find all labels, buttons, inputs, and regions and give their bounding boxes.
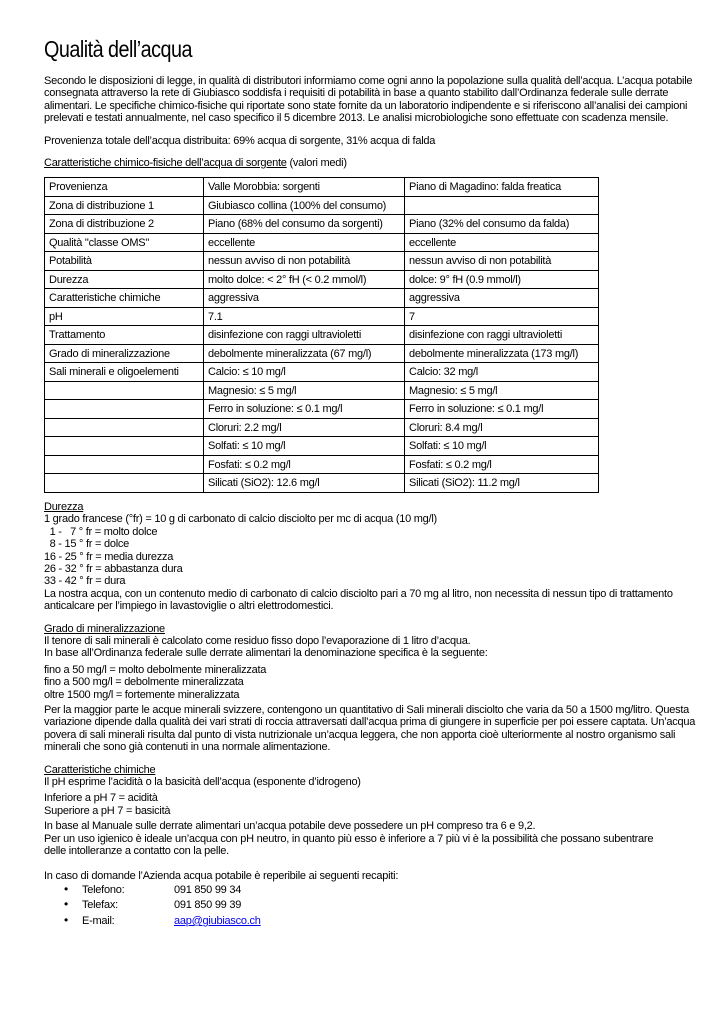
chimiche-heading: Caratteristiche chimiche bbox=[44, 763, 156, 776]
ph-scale bbox=[44, 792, 704, 817]
chimiche-note-1: In base al Manuale sulle derrate alimentari un’acqua potabile deve possedere un pH compreso tra 6 e 9,2. bbox=[44, 820, 536, 833]
table-cell: Piano (68% del consumo da sorgenti) bbox=[204, 215, 405, 234]
table-cell: Magnesio: ≤ 5 mg/l bbox=[204, 381, 405, 400]
table-cell: Cloruri: 2.2 mg/l bbox=[204, 418, 405, 437]
durezza-heading: Durezza bbox=[44, 500, 84, 513]
table-cell: Calcio: ≤ 10 mg/l bbox=[204, 363, 405, 382]
table-row bbox=[45, 418, 599, 437]
chimiche-note-3: delle intolleranze a contatto con la pelle. bbox=[44, 845, 229, 858]
intro-paragraph bbox=[44, 75, 704, 169]
table-cell: molto dolce: < 2° fH (< 0.2 mmol/l) bbox=[204, 270, 405, 289]
contact-email bbox=[64, 915, 704, 931]
durezza-note: La nostra acqua, con un contenuto medio di carbonato di calcio disciolto pari a 70 mg al litro, non necessita di nessun tipo di trattamento anticalcare per l’impiego in lavastoviglie o altri elettrodomestici. bbox=[44, 587, 673, 613]
table-cell: nessun avviso di non potabilità bbox=[405, 252, 599, 271]
table-heading bbox=[44, 157, 704, 169]
list-item: Inferiore a pH 7 = acidità bbox=[44, 792, 158, 805]
table-row bbox=[45, 252, 599, 271]
contact-phone bbox=[64, 884, 704, 900]
table-cell: Zona di distribuzione 1 bbox=[45, 196, 204, 215]
table-cell bbox=[45, 400, 204, 419]
table-row bbox=[45, 307, 599, 326]
table-cell bbox=[45, 437, 204, 456]
table-row bbox=[45, 326, 599, 345]
list-item: fino a 50 mg/l = molto debolmente mineralizzata bbox=[44, 663, 267, 676]
table-row bbox=[45, 437, 599, 456]
table-cell: Ferro in soluzione: ≤ 0.1 mg/l bbox=[204, 400, 405, 419]
table-cell: Sali minerali e oligoelementi bbox=[45, 363, 204, 382]
contatti-section bbox=[44, 870, 704, 931]
table-cell: Provenienza bbox=[45, 178, 204, 197]
durezza-section bbox=[44, 501, 704, 613]
table-row bbox=[45, 233, 599, 252]
table-row bbox=[45, 455, 599, 474]
list-item: 26 - 32 ° fr = abbastanza dura bbox=[44, 562, 183, 575]
list-item: oltre 1500 mg/l = fortemente mineralizzata bbox=[44, 688, 240, 701]
mineralizzazione-scale bbox=[44, 664, 704, 701]
table-cell: Fosfati: ≤ 0.2 mg/l bbox=[204, 455, 405, 474]
table-cell bbox=[45, 455, 204, 474]
table-row bbox=[45, 400, 599, 419]
table-cell: Valle Morobbia: sorgenti bbox=[204, 178, 405, 197]
intro-text: Secondo le disposizioni di legge, in qualità di distributori informiamo come ogni anno la popolazione sulla qualità dell’acqua. L’acqua potabile consegnata attraverso la rete di Giubiasco soddisfa i requisiti di potabilità in base a quanto stabilito dall’Ordinanza federale sulle derrate alimentari. Le specifiche chimico-fisiche qui riportate sono state fornite da un laboratorio indipendente e si riferiscono all’analisi dei campioni prelevati e testati annualmente, nel caso specifico il 5 dicembre 2013. Le analisi microbiologiche sono effettuate con scadenza mensile. bbox=[44, 75, 693, 125]
table-cell: aggressiva bbox=[405, 289, 599, 308]
contact-email-label: E-mail: bbox=[82, 914, 115, 927]
table-cell: dolce: 9° fH (0.9 mmol/l) bbox=[405, 270, 599, 289]
durezza-scale bbox=[44, 526, 704, 588]
mineralizzazione-heading: Grado di mineralizzazione bbox=[44, 622, 165, 635]
contact-fax bbox=[64, 899, 704, 915]
table-cell: eccellente bbox=[405, 233, 599, 252]
table-cell: 7 bbox=[405, 307, 599, 326]
table-cell: nessun avviso di non potabilità bbox=[204, 252, 405, 271]
list-item: Superiore a pH 7 = basicità bbox=[44, 804, 171, 817]
contatti-intro: In caso di domande l’Azienda acqua potabile è reperibile ai seguenti recapiti: bbox=[44, 869, 399, 882]
table-cell: Calcio: 32 mg/l bbox=[405, 363, 599, 382]
table-row bbox=[45, 178, 599, 197]
table-cell: disinfezione con raggi ultravioletti bbox=[204, 326, 405, 345]
table-cell: Qualità "classe OMS" bbox=[45, 233, 204, 252]
table-row bbox=[45, 270, 599, 289]
list-item: 33 - 42 ° fr = dura bbox=[44, 575, 126, 588]
list-item: 8 - 15 ° fr = dolce bbox=[44, 538, 130, 551]
table-heading-title: Caratteristiche chimico-fisiche dell’acqua di sorgente bbox=[44, 157, 287, 170]
table-cell: Magnesio: ≤ 5 mg/l bbox=[405, 381, 599, 400]
table-row bbox=[45, 215, 599, 234]
list-item: 16 - 25 ° fr = media durezza bbox=[44, 550, 174, 563]
table-cell: Piano (32% del consumo da falda) bbox=[405, 215, 599, 234]
table-heading-suffix: (valori medi) bbox=[286, 157, 347, 170]
table-cell: Durezza bbox=[45, 270, 204, 289]
contact-fax-value: 091 850 99 39 bbox=[174, 899, 242, 912]
email-link[interactable]: aap@giubiasco.ch bbox=[174, 914, 261, 927]
table-row bbox=[45, 196, 599, 215]
contact-phone-value: 091 850 99 34 bbox=[174, 883, 242, 896]
page-title: Qualità dell’acqua bbox=[44, 36, 192, 62]
contact-list bbox=[44, 884, 704, 931]
mineralizzazione-line-1: Il tenore di sali minerali è calcolato come residuo fisso dopo l’evaporazione di 1 litro d’acqua. bbox=[44, 635, 471, 647]
chemical-table bbox=[44, 177, 599, 493]
mineralizzazione-note: Per la maggior parte le acque minerali svizzere, contengono un quantitativo di Sali minerali disciolto che varia da 50 a 1500 mg/litro. Questa variazione dipende dalla qualità dei vari strati di roccia attraversati dall’acqua prima di giungere in superficie per poi essere captata. Un’acqua povera di sali minerali risulta dal punto di vista nutrizionale un’acqua leggera, che non apporta cioè ulteriormente al nostro organismo sali minerali che sono già contenuti in una normale alimentazione. bbox=[44, 704, 696, 754]
table-cell: Grado di mineralizzazione bbox=[45, 344, 204, 363]
table-row bbox=[45, 474, 599, 493]
table-cell: Caratteristiche chimiche bbox=[45, 289, 204, 308]
table-cell: Ferro in soluzione: ≤ 0.1 mg/l bbox=[405, 400, 599, 419]
table-cell bbox=[45, 381, 204, 400]
table-cell: Cloruri: 8.4 mg/l bbox=[405, 418, 599, 437]
table-cell: debolmente mineralizzata (67 mg/l) bbox=[204, 344, 405, 363]
table-cell bbox=[405, 196, 599, 215]
chimiche-line: Il pH esprime l’acidità o la basicità dell’acqua (esponente d’idrogeno) bbox=[44, 776, 361, 789]
table-cell: 7.1 bbox=[204, 307, 405, 326]
table-cell: Silicati (SiO2): 11.2 mg/l bbox=[405, 474, 599, 493]
table-cell: Giubiasco collina (100% del consumo) bbox=[204, 196, 405, 215]
table-cell: Fosfati: ≤ 0.2 mg/l bbox=[405, 455, 599, 474]
table-cell bbox=[45, 474, 204, 493]
table-row bbox=[45, 381, 599, 400]
contact-fax-label: Telefax: bbox=[82, 899, 118, 912]
table-cell: Piano di Magadino: falda freatica bbox=[405, 178, 599, 197]
table-row bbox=[45, 344, 599, 363]
table-cell: eccellente bbox=[204, 233, 405, 252]
table-cell: Trattamento bbox=[45, 326, 204, 345]
chimiche-note-2: Per un uso igienico è ideale un’acqua con pH neutro, in quanto più esso è inferiore a 7 più vi è la possibilità che possano subentrare bbox=[44, 832, 654, 845]
table-row bbox=[45, 363, 599, 382]
table-cell: disinfezione con raggi ultravioletti bbox=[405, 326, 599, 345]
list-item: 1 - 7 ° fr = molto dolce bbox=[44, 525, 158, 538]
table-cell bbox=[45, 418, 204, 437]
list-item: fino a 500 mg/l = debolmente mineralizzata bbox=[44, 676, 244, 689]
mineralizzazione-line-2: In base all’Ordinanza federale sulle derrate alimentari la denominazione specifica è la seguente: bbox=[44, 647, 488, 660]
table-cell: Potabilità bbox=[45, 252, 204, 271]
table-cell: Zona di distribuzione 2 bbox=[45, 215, 204, 234]
table-cell: pH bbox=[45, 307, 204, 326]
table-cell: Solfati: ≤ 10 mg/l bbox=[204, 437, 405, 456]
durezza-definition: 1 grado francese (°fr) = 10 g di carbonato di calcio disciolto per mc di acqua (10 mg/l) bbox=[44, 513, 437, 526]
chimiche-section bbox=[44, 764, 704, 858]
mineralizzazione-section bbox=[44, 623, 704, 754]
table-row bbox=[45, 289, 599, 308]
contact-phone-label: Telefono: bbox=[82, 883, 125, 896]
table-cell: aggressiva bbox=[204, 289, 405, 308]
provenienza-totale: Provenienza totale dell’acqua distribuita: 69% acqua di sorgente, 31% acqua di falda bbox=[44, 134, 436, 147]
table-cell: Solfati: ≤ 10 mg/l bbox=[405, 437, 599, 456]
table-cell: debolmente mineralizzata (173 mg/l) bbox=[405, 344, 599, 363]
table-cell: Silicati (SiO2): 12.6 mg/l bbox=[204, 474, 405, 493]
